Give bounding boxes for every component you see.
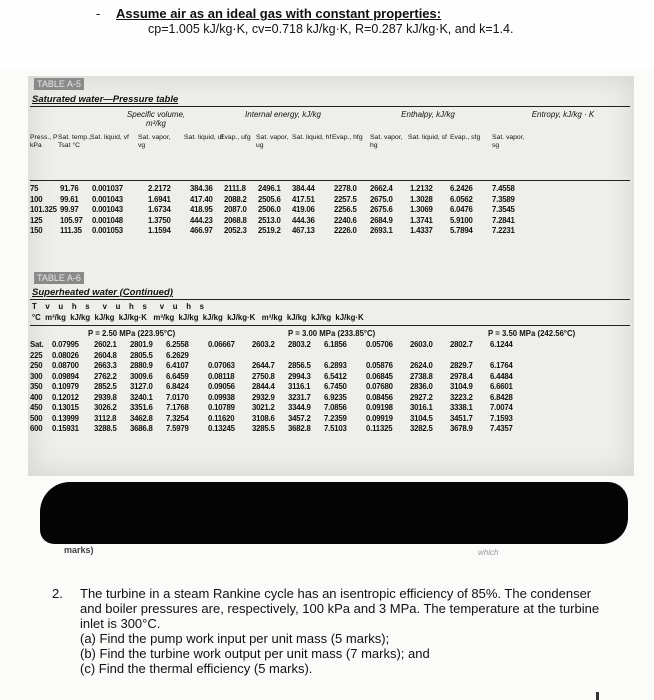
table-cell: 150	[30, 226, 43, 235]
table-cell: 7.2359	[324, 413, 347, 423]
table-cell: 0.06667	[208, 340, 235, 349]
table-cell: 2663.3	[94, 361, 117, 370]
table-cell: 350	[30, 382, 43, 391]
table-cell: 3686.8	[130, 424, 153, 433]
table-cell: 0.09894	[52, 371, 79, 381]
table-cell: 0.13245	[208, 424, 235, 433]
table-cell: 0.10789	[208, 403, 235, 412]
table-cell: 105.97	[60, 215, 83, 225]
table-cell: 6.8424	[166, 382, 189, 391]
table-cell: 5.7894	[450, 226, 473, 235]
table-cell: 100	[30, 194, 43, 204]
table-cell: 0.07995	[52, 340, 79, 349]
table-cell: 7.3545	[492, 205, 515, 214]
table-cell: 2829.7	[450, 361, 473, 370]
table-cell: 417.51	[292, 194, 315, 204]
table-cell: 75	[30, 184, 39, 193]
table-cell: 3351.6	[130, 403, 153, 412]
table2-units: °C m³/kg kJ/kg kJ/kg kJ/kg·K m³/kg kJ/kg kJ/kg kJ/kg·K m³/kg kJ/kg kJ/kg kJ/kg·K	[32, 313, 364, 322]
table-cell: 1.4337	[410, 226, 433, 235]
table-cell: 0.10979	[52, 382, 79, 391]
table-cell: 384.36	[190, 184, 213, 193]
table-cell: 2256.5	[334, 205, 357, 214]
table-cell: 0.07680	[366, 382, 393, 391]
question-part-c: (c) Find the thermal efficiency (5 marks).	[80, 661, 313, 676]
table-cell: 0.09056	[208, 382, 235, 391]
table-cell: 7.1593	[490, 413, 513, 423]
table-cell: 3451.7	[450, 413, 473, 423]
table-cell: 6.9235	[324, 392, 347, 402]
table-cell: 2052.3	[224, 226, 247, 235]
table-cell: 7.3589	[492, 194, 515, 204]
table-cell: 2675.0	[370, 194, 393, 204]
table-cell: 2693.1	[370, 226, 393, 235]
table-cell: 0.09919	[366, 413, 393, 423]
table-cell: 2624.0	[410, 361, 433, 370]
table2-top-rule	[30, 299, 630, 300]
question-part-a: (a) Find the pump work input per unit mass (5 marks);	[80, 631, 390, 646]
table-cell: 3016.1	[410, 403, 433, 412]
table1-col-header: Sat. temp., Tsat °C	[58, 134, 91, 149]
table-cell: 99.97	[60, 205, 79, 214]
table-cell: 99.61	[60, 194, 79, 204]
table-cell: 0.08700	[52, 361, 79, 370]
table-cell: 2519.2	[258, 226, 281, 235]
table-cell: 0.05706	[366, 340, 393, 349]
table-cell: 6.4484	[490, 371, 513, 381]
table2-pressure-2-5: P = 2.50 MPa (223.95°C)	[88, 329, 176, 338]
redaction-block	[40, 482, 628, 544]
dash: -	[96, 6, 101, 21]
table-cell: Sat.	[30, 340, 44, 349]
table-cell: 3009.6	[130, 371, 153, 381]
table-cell: 2662.4	[370, 184, 393, 193]
table-cell: 2805.5	[130, 350, 153, 360]
table-cell: 2750.8	[252, 371, 275, 381]
table-cell: 444.36	[292, 215, 315, 225]
table-cell: 3462.8	[130, 413, 153, 423]
table-cell: 600	[30, 424, 43, 433]
table-cell: 2603.2	[252, 340, 275, 349]
table2-pressure-3-5: P = 3.50 MPa (242.56°C)	[488, 329, 576, 338]
table-cell: 2844.4	[252, 382, 275, 391]
table-cell: 2240.6	[334, 215, 357, 225]
table-cell: 6.0562	[450, 194, 473, 204]
table1-col-header: Sat. vapor, sg	[492, 134, 525, 149]
table-cell: 0.09938	[208, 392, 235, 402]
table-cell: 1.3741	[410, 215, 433, 225]
table-cell: 2604.8	[94, 350, 117, 360]
table1-col-header: Evap., ufg	[220, 134, 251, 141]
table1-top-rule	[30, 106, 630, 107]
table-cell: 2496.1	[258, 184, 281, 193]
table-cell: 7.5979	[166, 424, 189, 433]
assumption-title: Assume air as an ideal gas with constant properties:	[116, 6, 442, 21]
table-cell: 250	[30, 361, 43, 370]
table-cell: 0.001053	[92, 226, 123, 235]
table-cell: 7.4357	[490, 424, 513, 433]
partial-text-fragment-2: which	[478, 548, 499, 557]
table-cell: 7.1768	[166, 403, 189, 412]
table-cell: 2880.9	[130, 361, 153, 370]
table1-col-header: Sat. vapor, hg	[370, 134, 403, 149]
table-cell: 2932.9	[252, 392, 275, 402]
table-cell: 450	[30, 403, 43, 412]
table-cell: 2257.5	[334, 194, 357, 204]
table-cell: 1.1594	[148, 226, 171, 235]
table-cell: 6.6601	[490, 382, 513, 391]
table-cell: 2684.9	[370, 215, 393, 225]
table-cell: 0.001043	[92, 205, 123, 214]
table-cell: 444.23	[190, 215, 213, 225]
table-cell: 6.6459	[166, 371, 189, 381]
table1-group-specific-volume: Specific volume, m³/kg	[126, 110, 186, 128]
table-cell: 3338.1	[450, 403, 473, 412]
table-cell: 7.2231	[492, 226, 515, 235]
table1-group-enthalpy: Enthalpy, kJ/kg	[401, 110, 455, 119]
table-cell: 2602.1	[94, 340, 117, 349]
table-cell: 7.0856	[324, 403, 347, 412]
table2-header-rule	[30, 325, 630, 326]
table-cell: 6.2893	[324, 361, 347, 370]
partial-text-fragment: marks)	[64, 545, 94, 555]
table-cell: 2226.0	[334, 226, 357, 235]
table-cell: 0.09198	[366, 403, 393, 412]
table1-col-header: Sat. vapor, vg	[138, 134, 171, 149]
table-cell: 2505.6	[258, 194, 281, 204]
table-cell: 6.2558	[166, 340, 189, 349]
table1-badge: TABLE A-5	[34, 78, 84, 90]
table-cell: 6.1244	[490, 340, 513, 349]
table-cell: 225	[30, 350, 43, 360]
table1-col-header: Evap., hfg	[332, 134, 363, 141]
table1-col-header: Sat. liquid, vf	[90, 134, 129, 141]
page-mark	[596, 692, 599, 700]
table-cell: 0.05876	[366, 361, 393, 370]
table-cell: 1.3750	[148, 215, 171, 225]
table-cell: 467.13	[292, 226, 315, 235]
table-cell: 417.40	[190, 194, 213, 204]
table1-header-rule	[30, 180, 630, 181]
table-cell: 3231.7	[288, 392, 311, 402]
table1-col-header: Sat. liquid, hf	[292, 134, 332, 141]
table1-group-internal-energy: Internal energy, kJ/kg	[245, 110, 321, 119]
table-cell: 3282.5	[410, 424, 433, 433]
table-cell: 3026.2	[94, 403, 117, 412]
table1-title: Saturated water—Pressure table	[32, 94, 179, 105]
table-cell: 3288.5	[94, 424, 117, 433]
table-cell: 7.0074	[490, 403, 513, 412]
table-cell: 466.97	[190, 226, 213, 235]
table-cell: 2644.7	[252, 361, 275, 370]
table-cell: 3344.9	[288, 403, 311, 412]
table-cell: 2939.8	[94, 392, 117, 402]
table-cell: 0.06845	[366, 371, 393, 381]
question-text: The turbine in a steam Rankine cycle has an isentropic efficiency of 85%. The condenser and boiler pressures are, respectively, 100 kPa and 3 MPa. The temperature at the turbine inlet is 300°C.	[80, 586, 600, 631]
table-cell: 0.07063	[208, 361, 235, 370]
table2-symbols: T v u h s v u h s v u h s	[32, 302, 205, 311]
table-cell: 2278.0	[334, 184, 357, 193]
table-cell: 500	[30, 413, 43, 423]
table-cell: 2802.7	[450, 340, 473, 349]
table-cell: 2068.8	[224, 215, 247, 225]
table-cell: 0.13015	[52, 403, 79, 412]
steam-table-photo	[28, 76, 634, 476]
table-cell: 2675.6	[370, 205, 393, 214]
table-cell: 3112.8	[94, 413, 117, 423]
table-cell: 0.08118	[208, 371, 235, 381]
table-cell: 3682.8	[288, 424, 311, 433]
table-cell: 2088.2	[224, 194, 247, 204]
table-cell: 2603.0	[410, 340, 433, 349]
table-cell: 2856.5	[288, 361, 311, 370]
table-cell: 0.15931	[52, 424, 79, 433]
table-cell: 7.4558	[492, 184, 515, 193]
table-cell: 1.3028	[410, 194, 433, 204]
table1-col-header: Sat. liquid, uf	[184, 134, 224, 141]
table-cell: 0.001037	[92, 184, 123, 193]
table-cell: 419.06	[292, 205, 315, 214]
table-cell: 3678.9	[450, 424, 473, 433]
table-cell: 2852.5	[94, 382, 117, 391]
header-region	[0, 0, 654, 70]
table-cell: 7.3254	[166, 413, 189, 423]
table-cell: 2927.2	[410, 392, 433, 402]
table-cell: 0.08456	[366, 392, 393, 402]
table-cell: 3127.0	[130, 382, 153, 391]
table-cell: 2.2172	[148, 184, 171, 193]
table-cell: 7.0170	[166, 392, 189, 402]
table-cell: 2087.0	[224, 205, 247, 214]
table2-badge: TABLE A-6	[34, 272, 84, 284]
table1-col-header: Press., P kPa	[30, 134, 58, 149]
table-cell: 0.001048	[92, 215, 123, 225]
table-cell: 3104.9	[450, 382, 473, 391]
table-cell: 2111.8	[224, 184, 246, 193]
table-cell: 3223.2	[450, 392, 473, 402]
table-cell: 6.0476	[450, 205, 473, 214]
table1-col-header: Evap., sfg	[450, 134, 481, 141]
table2-pressure-3-0: P = 3.00 MPa (233.85°C)	[288, 329, 376, 338]
table-cell: 3240.1	[130, 392, 153, 402]
table1-col-header: Sat. liquid, sf	[408, 134, 447, 141]
table1-group-entropy: Entropy, kJ/kg · K	[531, 110, 595, 119]
table-cell: 300	[30, 371, 43, 381]
table-cell: 2994.3	[288, 371, 311, 381]
table-cell: 1.6941	[148, 194, 171, 204]
table-cell: 3116.1	[288, 382, 311, 391]
table-cell: 7.5103	[324, 424, 347, 433]
table-cell: 1.6734	[148, 205, 171, 214]
table-cell: 6.2629	[166, 350, 189, 360]
table-cell: 2803.2	[288, 340, 311, 349]
table-cell: 6.1764	[490, 361, 513, 370]
table2-title: Superheated water (Continued)	[32, 287, 173, 298]
table-cell: 0.001043	[92, 194, 123, 204]
table-cell: 3457.2	[288, 413, 311, 423]
table-cell: 2762.2	[94, 371, 117, 381]
table-cell: 2978.4	[450, 371, 473, 381]
question-number: 2.	[52, 586, 63, 601]
table-cell: 101.325	[30, 205, 57, 214]
table-cell: 6.4107	[166, 361, 189, 370]
table-cell: 5.9100	[450, 215, 473, 225]
table-cell: 400	[30, 392, 43, 402]
table-cell: 2506.0	[258, 205, 281, 214]
table-cell: 0.13999	[52, 413, 79, 423]
table-cell: 3104.5	[410, 413, 433, 423]
table-cell: 6.2426	[450, 184, 473, 193]
table-cell: 6.5412	[324, 371, 347, 381]
table-cell: 111.35	[60, 226, 82, 235]
table-cell: 3285.5	[252, 424, 275, 433]
table-cell: 3021.2	[252, 403, 275, 412]
table-cell: 0.12012	[52, 392, 79, 402]
table-cell: 0.11325	[366, 424, 393, 433]
table-cell: 91.76	[60, 184, 79, 193]
table-cell: 2801.9	[130, 340, 153, 349]
table-cell: 6.1856	[324, 340, 347, 349]
table-cell: 2513.0	[258, 215, 281, 225]
table-cell: 2836.0	[410, 382, 433, 391]
table-cell: 1.3069	[410, 205, 433, 214]
air-constants: cp=1.005 kJ/kg·K, cv=0.718 kJ/kg·K, R=0.287 kJ/kg·K, and k=1.4.	[148, 22, 514, 36]
table1-col-header: Sat. vapor, ug	[256, 134, 289, 149]
table-cell: 3108.6	[252, 413, 275, 423]
table-cell: 7.2841	[492, 215, 515, 225]
table-cell: 0.08026	[52, 350, 79, 360]
table-cell: 418.95	[190, 205, 213, 214]
table-cell: 6.8428	[490, 392, 513, 402]
table-cell: 6.7450	[324, 382, 347, 391]
table-cell: 384.44	[292, 184, 315, 193]
table-cell: 2738.8	[410, 371, 433, 381]
table-cell: 125	[30, 215, 43, 225]
table-cell: 1.2132	[410, 184, 433, 193]
question-part-b: (b) Find the turbine work output per unit mass (7 marks); and	[80, 646, 430, 661]
table-cell: 0.11620	[208, 413, 235, 423]
